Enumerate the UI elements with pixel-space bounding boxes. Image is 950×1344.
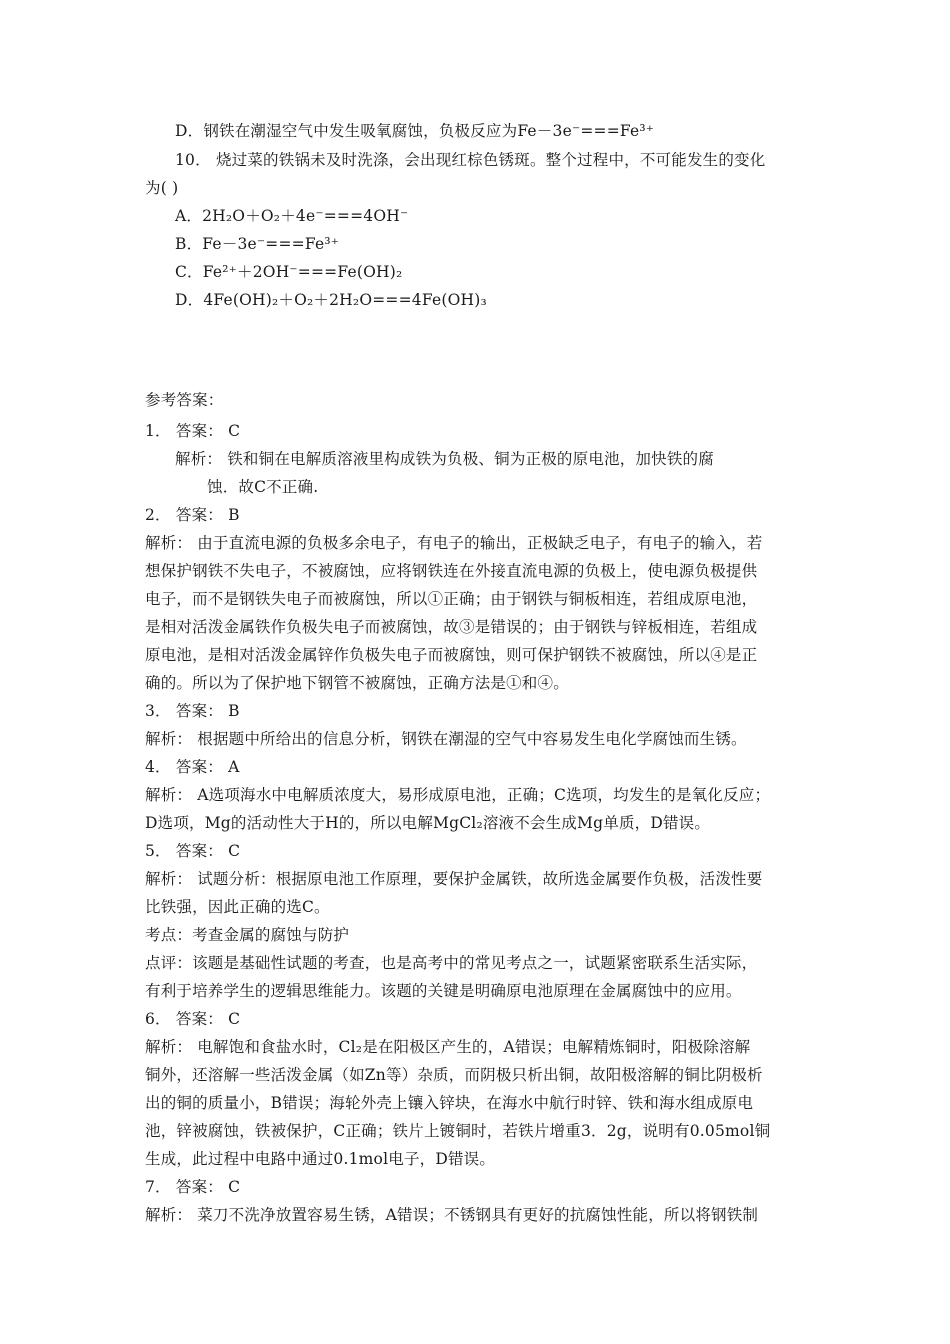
q10-option-b: B．Fe－3e⁻===Fe³⁺ <box>175 235 340 253</box>
answer-6-line: 解析： 电解饱和食盐水时，Cl₂是在阳极区产生的，A错误；电解精炼铜时，阳极除溶解 <box>145 1038 751 1056</box>
answer-4-head: 4． 答案： A <box>145 758 240 776</box>
answer-7-head: 7． 答案： C <box>145 1178 241 1196</box>
answer-3-head: 3． 答案： B <box>145 702 240 720</box>
answer-5-head: 5． 答案： C <box>145 842 241 860</box>
answer-2-line: 电子，而不是钢铁失电子而被腐蚀，所以①正确；由于钢铁与铜板相连，若组成原电池， <box>145 590 758 608</box>
answer-2-line: 解析： 由于直流电源的负极多余电子，有电子的输出，正极缺乏电子，有电子的输入，若 <box>145 534 763 552</box>
answer-2-line: 是相对活泼金属铁作负极失电子而被腐蚀，故③是错误的；由于钢铁与锌板相连，若组成 <box>145 618 758 636</box>
q10-stem-line1: 10． 烧过菜的铁锅未及时洗涤，会出现红棕色锈斑。整个过程中，不可能发生的变化 <box>175 151 766 169</box>
answer-5-line: 考点：考查金属的腐蚀与防护 <box>145 926 350 944</box>
answer-5-line: 解析： 试题分析：根据原电池工作原理，要保护金属铁，故所选金属要作负极，活泼性要 <box>145 870 763 888</box>
answer-4-line: D选项，Mg的活动性大于H的，所以电解MgCl₂溶液不会生成Mg单质，D错误。 <box>145 814 711 832</box>
answer-1-head: 1． 答案： C <box>145 422 241 440</box>
answer-2-line: 想保护钢铁不失电子，不被腐蚀，应将钢铁连在外接直流电源的负极上，使电源负极提供 <box>145 562 758 580</box>
answer-7-line: 解析： 菜刀不洗净放置容易生锈，A错误；不锈钢具有更好的抗腐蚀性能，所以将钢铁制 <box>145 1206 759 1224</box>
q10-option-d: D．4Fe(OH)₂＋O₂＋2H₂O===4Fe(OH)₃ <box>175 291 487 309</box>
answer-2-line: 确的。所以为了保护地下钢管不被腐蚀，正确方法是①和④。 <box>145 674 569 692</box>
answer-5-line: 有利于培养学生的逻辑思维能力。该题的关键是明确原电池原理在金属腐蚀中的应用。 <box>145 982 742 1000</box>
answer-3-line: 解析： 根据题中所给出的信息分析，钢铁在潮湿的空气中容易发生电化学腐蚀而生锈。 <box>145 730 747 748</box>
answer-6-line: 生成，此过程中电路中通过0.1mol电子，D错误。 <box>145 1150 496 1168</box>
q10-option-c: C．Fe²⁺＋2OH⁻===Fe(OH)₂ <box>175 263 403 281</box>
answer-1-line: 蚀．故C不正确. <box>207 478 319 496</box>
q9-option-d: D．钢铁在潮湿空气中发生吸氧腐蚀，负极反应为Fe－3e⁻===Fe³⁺ <box>175 122 655 140</box>
answer-6-line: 出的铜的质量小，B错误；海轮外壳上镶入锌块，在海水中航行时锌、铁和海水组成原电 <box>145 1094 754 1112</box>
answer-5-line: 点评：该题是基础性试题的考查，也是高考中的常见考点之一，试题紧密联系生活实际， <box>145 954 758 972</box>
q10-option-a: A．2H₂O＋O₂＋4e⁻===4OH⁻ <box>175 207 409 225</box>
answer-5-line: 比铁强，因此正确的选C。 <box>145 898 330 916</box>
answer-1-line: 解析： 铁和铜在电解质溶液里构成铁为负极、铜为正极的原电池，加快铁的腐 <box>175 450 714 468</box>
answer-6-line: 池，锌被腐蚀，铁被保护，C正确；铁片上镀铜时，若铁片增重3．2g，说明有0.05mol铜 <box>145 1122 771 1140</box>
answer-2-head: 2． 答案： B <box>145 506 240 524</box>
answer-2-line: 原电池，是相对活泼金属锌作负极失电子而被腐蚀，则可保护钢铁不被腐蚀，所以④是正 <box>145 646 758 664</box>
answer-6-line: 铜外，还溶解一些活泼金属（如Zn等）杂质，而阴极只析出铜，故阳极溶解的铜比阴极析 <box>145 1066 763 1084</box>
q10-stem-line2: 为( ) <box>145 179 179 197</box>
answer-4-line: 解析： A选项海水中电解质浓度大，易形成原电池，正确；C选项，均发生的是氧化反应； <box>145 786 771 804</box>
answer-6-head: 6． 答案： C <box>145 1010 241 1028</box>
answers-title: 参考答案： <box>145 391 224 409</box>
